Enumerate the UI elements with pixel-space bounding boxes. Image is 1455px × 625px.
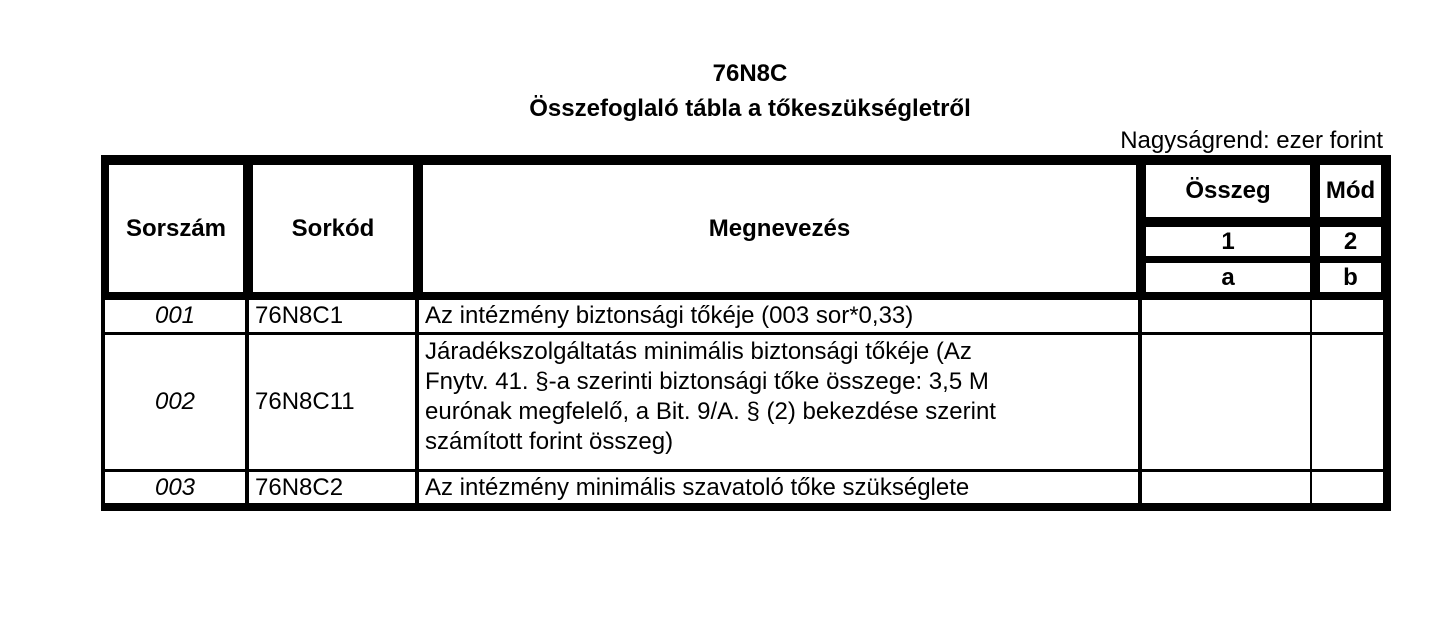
row-001-sorkod: 76N8C1 — [249, 300, 415, 332]
header-osszeg-number: 1 — [1146, 227, 1310, 256]
row-002-sorkod: 76N8C11 — [249, 335, 415, 469]
header-mod-letter: b — [1320, 263, 1381, 292]
header-sorkod: Sorkód — [253, 165, 413, 292]
row-003-sorszam: 003 — [105, 472, 245, 503]
summary-table — [101, 155, 1391, 511]
row-002-osszeg — [1142, 335, 1310, 469]
unit-label: Nagyságrend: ezer forint — [1120, 127, 1383, 154]
row-001-osszeg — [1142, 300, 1310, 332]
header-mod-number: 2 — [1320, 227, 1381, 256]
row-001-sorszam: 001 — [105, 300, 245, 332]
header-osszeg-letter: a — [1146, 263, 1310, 292]
header-megnevezes: Megnevezés — [423, 165, 1136, 292]
header-osszeg: Összeg — [1146, 165, 1310, 217]
header-mod: Mód — [1320, 165, 1381, 217]
row-002-megnevezes: Járadékszolgáltatás minimális biztonsági tőkéje (Az Fnytv. 41. §-a szerinti biztonsági tőke összege: 3,5 M eurónak megfelelő, a Bit. 9/A. § (2) bekezdése szerint számított forint összeg) — [419, 335, 1138, 469]
row-001-megnevezes: Az intézmény biztonsági tőkéje (003 sor*0,33) — [419, 300, 1138, 332]
row-003-megnevezes: Az intézmény minimális szavatoló tőke szükséglete — [419, 472, 1138, 503]
row-002-sorszam: 002 — [105, 335, 245, 469]
header-sorszam: Sorszám — [109, 165, 243, 292]
row-003-osszeg — [1142, 472, 1310, 503]
table-code: 76N8C — [712, 60, 788, 87]
row-002-mod — [1312, 335, 1383, 469]
row-001-mod — [1312, 300, 1383, 332]
page-title: Összefoglaló tábla a tőkeszükségletről — [529, 95, 971, 122]
row-003-mod — [1312, 472, 1383, 503]
row-003-sorkod: 76N8C2 — [249, 472, 415, 503]
